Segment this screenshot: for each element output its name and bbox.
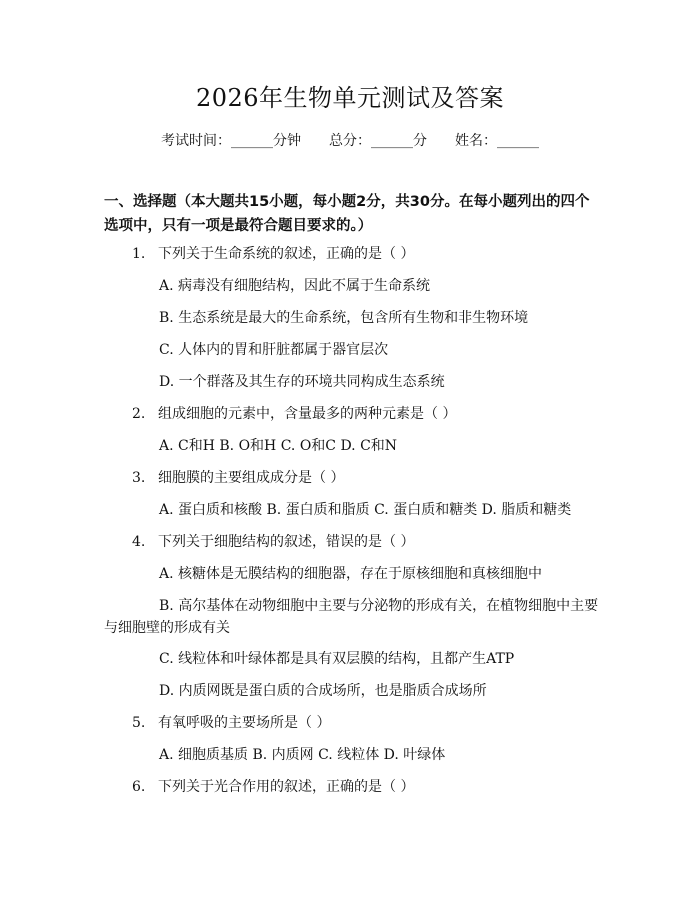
question-4-option-d: D. 内质网既是蛋白质的合成场所，也是脂质合成场所 — [159, 683, 487, 699]
student-name-field: 姓名：______ — [455, 133, 539, 149]
question-stem: 下列关于生命系统的叙述，正确的是（ ） — [158, 246, 415, 262]
question-4 — [132, 531, 414, 553]
question-stem: 组成细胞的元素中，含量最多的两种元素是（ ） — [158, 406, 457, 422]
question-stem: 下列关于细胞结构的叙述，错误的是（ ） — [158, 534, 415, 550]
question-2-options: A. C和H B. O和H C. O和C D. C和N — [159, 438, 398, 454]
question-1 — [132, 243, 414, 265]
question-1-option-b: B. 生态系统是最大的生命系统，包含所有生物和非生物环境 — [159, 310, 529, 326]
question-4-option-b: B. 高尔基体在动物细胞中主要与分泌物的形成有关，在植物细胞中主要与细胞壁的形成有关 — [104, 598, 599, 636]
exam-info-line — [0, 130, 700, 152]
question-6 — [132, 776, 414, 798]
question-stem: 细胞膜的主要组成成分是（ ） — [158, 470, 345, 486]
question-2 — [132, 403, 456, 425]
question-1-option-c: C. 人体内的胃和肝脏都属于器官层次 — [159, 342, 389, 358]
question-number: 6. — [132, 779, 146, 795]
question-3-options: A. 蛋白质和核酸 B. 蛋白质和脂质 C. 蛋白质和糖类 D. 脂质和糖类 — [159, 502, 572, 518]
total-score-field: 总分：______分 — [329, 133, 427, 149]
question-number: 4. — [132, 534, 146, 550]
question-number: 2. — [132, 406, 146, 422]
question-1-option-d: D. 一个群落及其生存的环境共同构成生态系统 — [159, 374, 445, 390]
question-4-option-a: A. 核糖体是无膜结构的细胞器，存在于原核细胞和真核细胞中 — [159, 566, 543, 582]
question-3 — [132, 467, 344, 489]
page-title: 2026年生物单元测试及答案 — [195, 84, 505, 112]
question-5 — [132, 712, 330, 734]
section-heading: 一、选择题（本大题共15小题，每小题2分，共30分。在每小题列出的四个选项中，只有一项是最符合题目要求的。） — [104, 194, 590, 234]
question-4-option-c: C. 线粒体和叶绿体都是具有双层膜的结构，且都产生ATP — [159, 651, 515, 667]
question-stem: 有氧呼吸的主要场所是（ ） — [158, 715, 331, 731]
question-number: 5. — [132, 715, 146, 731]
question-number: 1. — [132, 246, 146, 262]
exam-time-field: 考试时间：______分钟 — [161, 133, 301, 149]
question-5-options: A. 细胞质基质 B. 内质网 C. 线粒体 D. 叶绿体 — [159, 747, 446, 763]
question-1-option-a: A. 病毒没有细胞结构，因此不属于生命系统 — [159, 278, 431, 294]
question-number: 3. — [132, 470, 146, 486]
question-stem: 下列关于光合作用的叙述，正确的是（ ） — [158, 779, 415, 795]
